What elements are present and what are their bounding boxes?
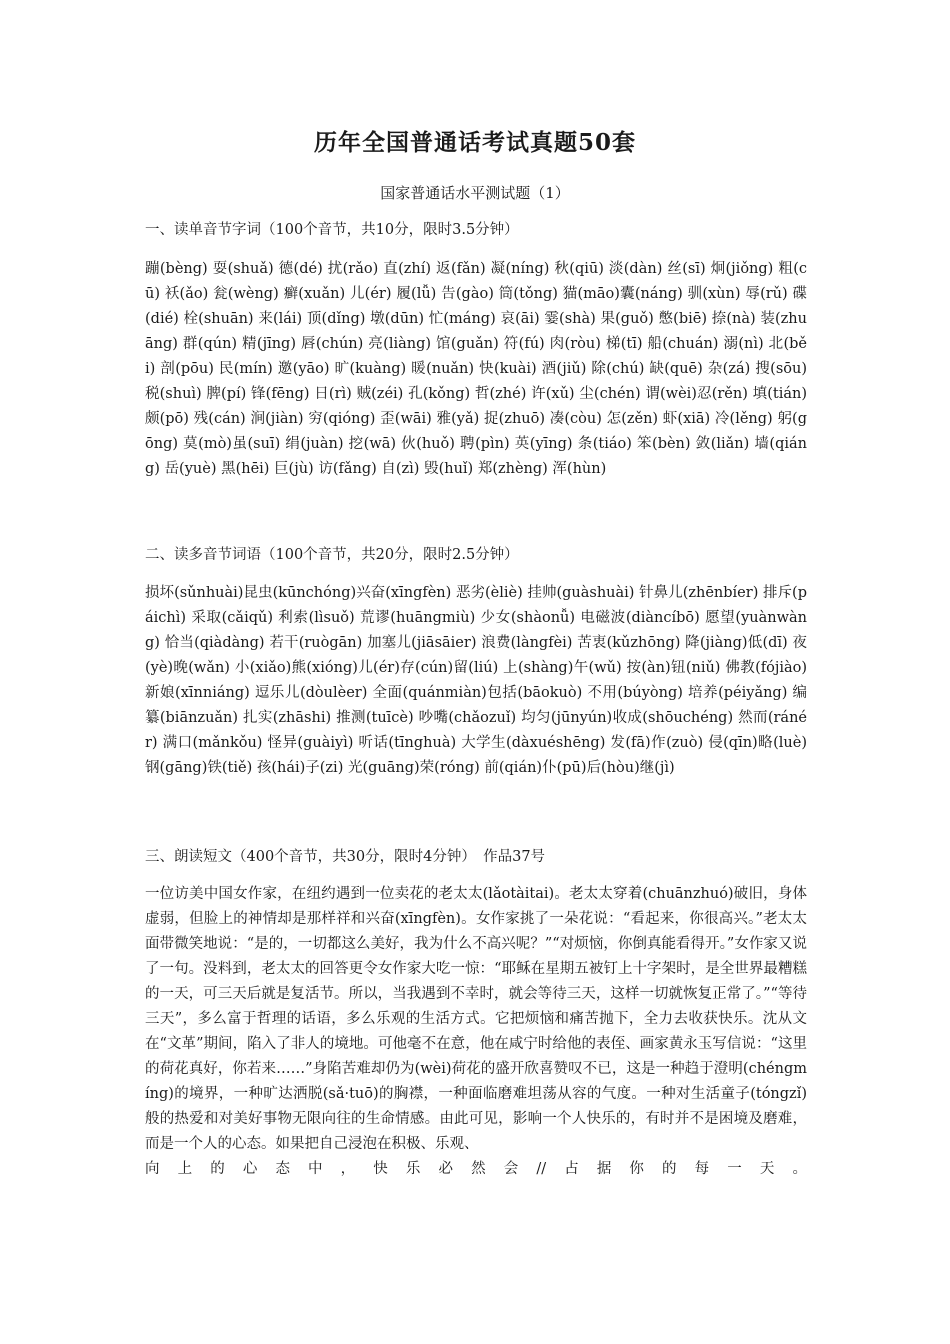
section2-heading: 二、读多音节词语（100个音节，共20分，限时2.5分钟） (145, 547, 519, 563)
passage-body: 一位访美中国女作家，在纽约遇到一位卖花的老太太(lǎotàitai)。老太太穿着(chuānzhuó)破旧，身体虚弱，但脸上的神情却是那样祥和兴奋(xīngfèn)。女作家挑了一朵花说：“看起来，你很高兴。”老太太面带微笑地说：“是的，一切都这么美好，我为什么不高兴呢？”“对烦恼，你倒真能看得开。”女作家又说了一句。没料到，老太太的回答更令女作家大吃一惊：“耶稣在星期五被钉上十字架时，是全世界最糟糕的一天，可三天后就是复活节。所以，当我遇到不幸时，就会等待三天，这样一切就恢复正常了。”“等待三天”，多么富于哲理的话语，多么乐观的生活方式。它把烦恼和痛苦抛下，全力去收获快乐。沈从文在“文革”期间，陷入了非人的境地。可他毫不在意，他在咸宁时给他的表侄、画家黄永玉写信说：“这里的荷花真好，你若来……”身陷苦难却仍为(wèi)荷花的盛开欣喜赞叹不已，这是一种趋于澄明(chéngmíng)的境界，一种旷达洒脱(sǎ·tuō)的胸襟，一种面临磨难坦荡从容的气度。一种对生活童子(tóngzǐ)般的热爱和对美好事物无限向往的生命情感。由此可见，影响一个人快乐的，有时并不是困境及磨难，而是一个人的心态。如果把自己浸泡在积极、乐观、 (145, 886, 807, 1152)
passage-last-line: 向上的心态中，快乐必然会//占据你的每一天。 (145, 1161, 807, 1177)
section1-syllables: 蹦(bèng) 耍(shuǎ) 德(dé) 扰(rǎo) 直(zhí) 返(fǎn) 凝(níng) 秋(qiū) 淡(dàn) 丝(sī) 炯(jiǒng) 粗(cū) 袄(ǎo) 瓮(wèng) 癣(xuǎn) 儿(ér) 履(lǚ) 告(gào) 筒(tǒng) 猫(māo)囊(náng) 驯(xùn) 辱(rǔ) 碟(dié) 栓(shuān) 来(lái) 顶(dǐng) 墩(dūn) 忙(máng) 哀(āi) 霎(shà) 果(guǒ) 憋(biē) 捺(nà) 装(zhuāng) 群(qún) 精(jīng) 唇(chún) 亮(liàng) 馆(guǎn) 符(fú) 肉(ròu) 梯(tī) 船(chuán) 溺(nì) 北(běi) 剖(pōu) 民(mín) 邀(yāo) 旷(kuàng) 暖(nuǎn) 快(kuài) 酒(jiǔ) 除(chú) 缺(quē) 杂(zá) 搜(sōu) 税(shuì) 脾(pí) 锋(fēng) 日(rì) 贼(zéi) 孔(kǒng) 哲(zhé) 许(xǔ) 尘(chén) 谓(wèi)忍(rěn) 填(tián) 颇(pō) 残(cán) 涧(jiàn) 穷(qióng) 歪(wāi) 雅(yǎ) 捉(zhuō) 凑(còu) 怎(zěn) 虾(xiā) 冷(lěng) 躬(gōng) 莫(mò)虽(suī) 绢(juàn) 挖(wā) 伙(huǒ) 聘(pìn) 英(yīng) 条(tiáo) 笨(bèn) 敛(liǎn) 墙(qiáng) 岳(yuè) 黑(hēi) 巨(jù) 访(fǎng) 自(zì) 毁(huǐ) 郑(zhèng) 浑(hùn) (145, 261, 807, 477)
test-subtitle: 国家普通话水平测试题（1） (380, 184, 570, 202)
section3-passage (145, 882, 807, 1182)
section3-heading: 三、朗读短文（400个音节，共30分，限时4分钟） 作品37号 (145, 849, 546, 865)
section2-words: 损坏(sǔnhuài)昆虫(kūnchóng)兴奋(xīngfèn) 恶劣(èliè) 挂帅(guàshuài) 针鼻儿(zhēnbíer) 排斥(páichì) 采取(cǎiqǔ) 利索(lìsuǒ) 荒谬(huāngmiù) 少女(shàonǚ) 电磁波(diàncíbō) 愿望(yuànwàng) 恰当(qiàdàng) 若干(ruògān) 加塞儿(jiāsāier) 浪费(làngfèi) 苦衷(kǔzhōng) 降(jiàng)低(dī) 夜(yè)晚(wǎn) 小(xiǎo)熊(xióng)儿(ér)存(cún)留(liú) 上(shàng)午(wǔ) 按(àn)钮(niǔ) 佛教(fójiào) 新娘(xīnniáng) 逗乐儿(dòulèer) 全面(quánmiàn)包括(bāokuò) 不用(búyòng) 培养(péiyǎng) 编纂(biānzuǎn) 扎实(zhāshi) 推测(tuīcè) 吵嘴(chǎozuǐ) 均匀(jūnyún)收成(shōuchéng) 然而(ránér) 满口(mǎnkǒu) 怪异(guàiyì) 听话(tīnghuà) 大学生(dàxuéshēng) 发(fā)作(zuò) 侵(qīn)略(luè) 钢(gāng)铁(tiě) 孩(hái)子(zi) 光(guāng)荣(róng) 前(qián)仆(pū)后(hòu)继(jì) (145, 585, 807, 776)
section1-heading: 一、读单音节字词（100个音节，共10分，限时3.5分钟） (145, 222, 519, 238)
document-title: 历年全国普通话考试真题50套 (313, 129, 636, 156)
